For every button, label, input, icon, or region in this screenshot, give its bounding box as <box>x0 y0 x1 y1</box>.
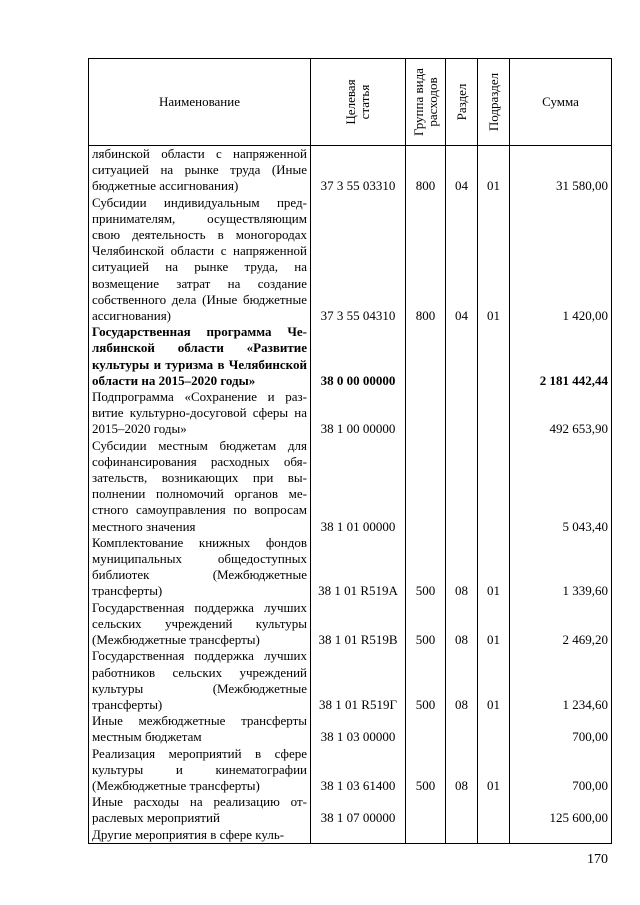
row-section: 08 <box>446 648 478 713</box>
row-subsection <box>478 713 510 745</box>
header-subsection <box>478 59 510 146</box>
row-name: Субсидии местным бюджетам для софинансирования расходных обязательств, возникающих при выполнении полномочий органов местного самоуправления по вопросам местного значения <box>89 438 311 535</box>
header-section-text: Раздел <box>453 83 469 121</box>
row-section <box>446 438 478 535</box>
row-name: Субсидии индивидуальным предпринимателям, осуществляющим свою деятельность в моногородах Челябинской области с напряженной ситуацией на рынке труда, на возмещение затрат на создание собственного дела (Иные бюджетные ассигнования) <box>89 195 311 325</box>
row-subsection: 01 <box>478 146 510 195</box>
row-section <box>446 324 478 389</box>
row-section <box>446 713 478 745</box>
header-sum: Сумма <box>510 59 612 146</box>
row-section: 08 <box>446 746 478 795</box>
table-row <box>89 195 612 325</box>
row-subsection <box>478 827 510 844</box>
row-sum: 1 420,00 <box>510 195 612 325</box>
table-row <box>89 600 612 649</box>
row-group: 800 <box>406 195 446 325</box>
row-group <box>406 438 446 535</box>
row-group <box>406 827 446 844</box>
row-subsection: 01 <box>478 600 510 649</box>
budget-table <box>88 58 612 844</box>
row-subsection <box>478 324 510 389</box>
row-name: Подпрограмма «Сохранение и развитие культурно-досуговой сферы на 2015–2020 годы» <box>89 389 311 438</box>
row-article: 38 1 07 00000 <box>311 794 406 826</box>
row-group <box>406 389 446 438</box>
row-sum: 700,00 <box>510 746 612 795</box>
row-article: 38 1 01 R519B <box>311 600 406 649</box>
table-row <box>89 794 612 826</box>
table-row <box>89 827 612 844</box>
row-sum: 31 580,00 <box>510 146 612 195</box>
row-sum: 125 600,00 <box>510 794 612 826</box>
row-name: Государственная программа Челябинской области «Развитие культуры и туризма в Челябинской области на 2015–2020 годы» <box>89 324 311 389</box>
header-group <box>406 59 446 146</box>
row-article: 38 1 01 R519Г <box>311 648 406 713</box>
row-group <box>406 713 446 745</box>
table-row <box>89 146 612 195</box>
row-article: 38 1 01 R519A <box>311 535 406 600</box>
row-subsection: 01 <box>478 195 510 325</box>
row-article: 38 1 03 00000 <box>311 713 406 745</box>
row-sum <box>510 827 612 844</box>
row-subsection: 01 <box>478 535 510 600</box>
row-group: 500 <box>406 648 446 713</box>
table-row <box>89 648 612 713</box>
table-row <box>89 535 612 600</box>
row-subsection <box>478 389 510 438</box>
row-sum: 2 181 442,44 <box>510 324 612 389</box>
row-sum: 5 043,40 <box>510 438 612 535</box>
row-name: Реализация мероприятий в сфере культуры и кинематографии (Межбюджетные трансферты) <box>89 746 311 795</box>
row-name: Другие мероприятия в сфере куль- <box>89 827 311 844</box>
row-article: 38 1 01 00000 <box>311 438 406 535</box>
header-article-text: Целевая статья <box>343 79 372 125</box>
row-sum: 492 653,90 <box>510 389 612 438</box>
row-subsection <box>478 794 510 826</box>
row-section: 08 <box>446 535 478 600</box>
row-sum: 700,00 <box>510 713 612 745</box>
row-sum: 2 469,20 <box>510 600 612 649</box>
row-group <box>406 794 446 826</box>
header-subsection-text: Подраздел <box>485 72 501 132</box>
row-article: 38 1 03 61400 <box>311 746 406 795</box>
row-article: 38 0 00 00000 <box>311 324 406 389</box>
row-name: Комплектование книжных фондов муниципальных общедоступных библиотек (Межбюджетные трансферты) <box>89 535 311 600</box>
row-sum: 1 339,60 <box>510 535 612 600</box>
row-name: лябинской области с напряженной ситуацией на рынке труда (Иные бюджетные ассигнования) <box>89 146 311 195</box>
row-section <box>446 794 478 826</box>
row-subsection: 01 <box>478 746 510 795</box>
row-group <box>406 324 446 389</box>
header-article <box>311 59 406 146</box>
row-subsection: 01 <box>478 648 510 713</box>
row-group: 500 <box>406 600 446 649</box>
row-sum: 1 234,60 <box>510 648 612 713</box>
row-group: 500 <box>406 535 446 600</box>
row-article: 37 3 55 03310 <box>311 146 406 195</box>
table-row <box>89 746 612 795</box>
row-article: 38 1 00 00000 <box>311 389 406 438</box>
row-name: Государственная поддержка лучших сельских учреждений культуры (Межбюджетные трансферты) <box>89 600 311 649</box>
table-row <box>89 438 612 535</box>
table-row <box>89 713 612 745</box>
table-row <box>89 389 612 438</box>
row-section <box>446 827 478 844</box>
header-group-text: Группа вида расходов <box>410 68 440 136</box>
header-section <box>446 59 478 146</box>
row-article <box>311 827 406 844</box>
header-row <box>89 59 612 146</box>
table-row <box>89 324 612 389</box>
row-group: 500 <box>406 746 446 795</box>
header-name: Наименование <box>89 59 311 146</box>
row-section <box>446 389 478 438</box>
row-section: 04 <box>446 195 478 325</box>
row-subsection <box>478 438 510 535</box>
row-section: 08 <box>446 600 478 649</box>
row-name: Иные расходы на реализацию отраслевых мероприятий <box>89 794 311 826</box>
row-article: 37 3 55 04310 <box>311 195 406 325</box>
page-number: 170 <box>587 852 608 867</box>
row-name: Иные межбюджетные трансферты местным бюджетам <box>89 713 311 745</box>
row-group: 800 <box>406 146 446 195</box>
row-section: 04 <box>446 146 478 195</box>
row-name: Государственная поддержка лучших работников сельских учреждений культуры (Межбюджетные трансферты) <box>89 648 311 713</box>
